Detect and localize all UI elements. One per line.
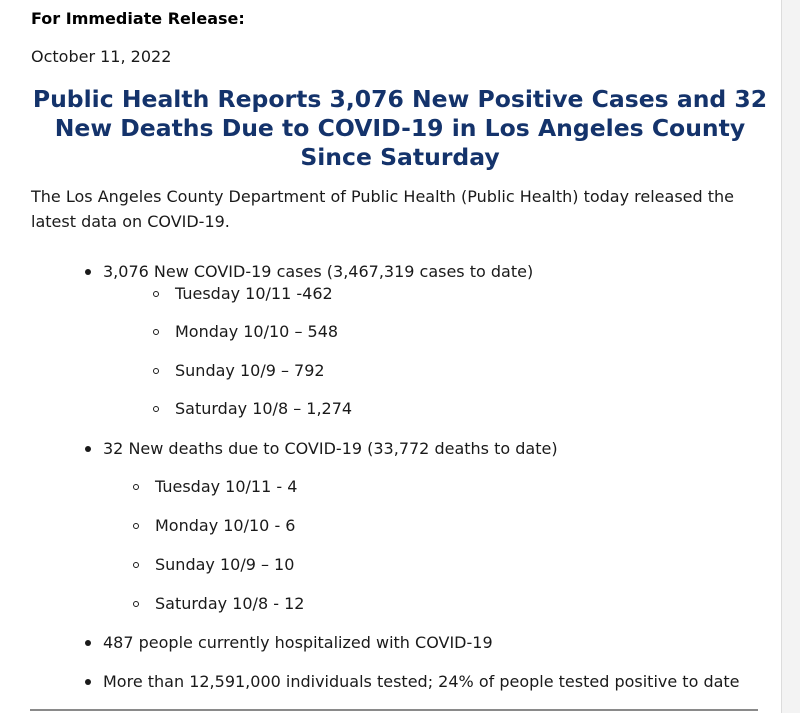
- cases-summary: 3,076 New COVID-19 cases (3,467,319 cases to date): [103, 262, 534, 281]
- cases-item-sunday: Sunday 10/9 – 792: [175, 361, 325, 380]
- cases-item-tuesday: Tuesday 10/11 -462: [175, 284, 333, 303]
- deaths-item-sunday: Sunday 10/9 – 10: [155, 555, 295, 574]
- sub-bullet-circle-icon: [153, 368, 159, 374]
- release-date: October 11, 2022: [31, 47, 172, 66]
- sub-bullet-circle-icon: [153, 329, 159, 335]
- cases-item-monday: Monday 10/10 – 548: [175, 322, 339, 341]
- cases-item-saturday: Saturday 10/8 – 1,274: [175, 399, 353, 418]
- sub-bullet-circle-icon: [153, 291, 159, 297]
- headline: Public Health Reports 3,076 New Positive Cases and 32 New Deaths Due to COVID-19 in Los Angeles County Since Saturday: [32, 85, 768, 171]
- bullet-disc-icon: [85, 679, 91, 685]
- deaths-item-tuesday: Tuesday 10/11 - 4: [155, 477, 298, 496]
- deaths-summary: 32 New deaths due to COVID-19 (33,772 deaths to date): [103, 439, 558, 458]
- sub-bullet-circle-icon: [153, 406, 159, 412]
- bullet-disc-icon: [85, 269, 91, 275]
- deaths-item-monday: Monday 10/10 - 6: [155, 516, 296, 535]
- sub-bullet-circle-icon: [133, 523, 139, 529]
- sub-bullet-circle-icon: [133, 562, 139, 568]
- section-divider: [30, 709, 758, 711]
- bullet-disc-icon: [85, 640, 91, 646]
- sub-bullet-circle-icon: [133, 484, 139, 490]
- tested-summary: More than 12,591,000 individuals tested; 24% of people tested positive to date: [103, 672, 740, 691]
- intro-paragraph: The Los Angeles County Department of Public Health (Public Health) today released the latest data on COVID-19.: [31, 187, 734, 231]
- sub-bullet-circle-icon: [133, 601, 139, 607]
- release-label: For Immediate Release:: [31, 9, 245, 28]
- vertical-scrollbar[interactable]: [781, 0, 800, 713]
- hospitalized-summary: 487 people currently hospitalized with COVID-19: [103, 633, 493, 652]
- bullet-disc-icon: [85, 446, 91, 452]
- deaths-item-saturday: Saturday 10/8 - 12: [155, 594, 305, 613]
